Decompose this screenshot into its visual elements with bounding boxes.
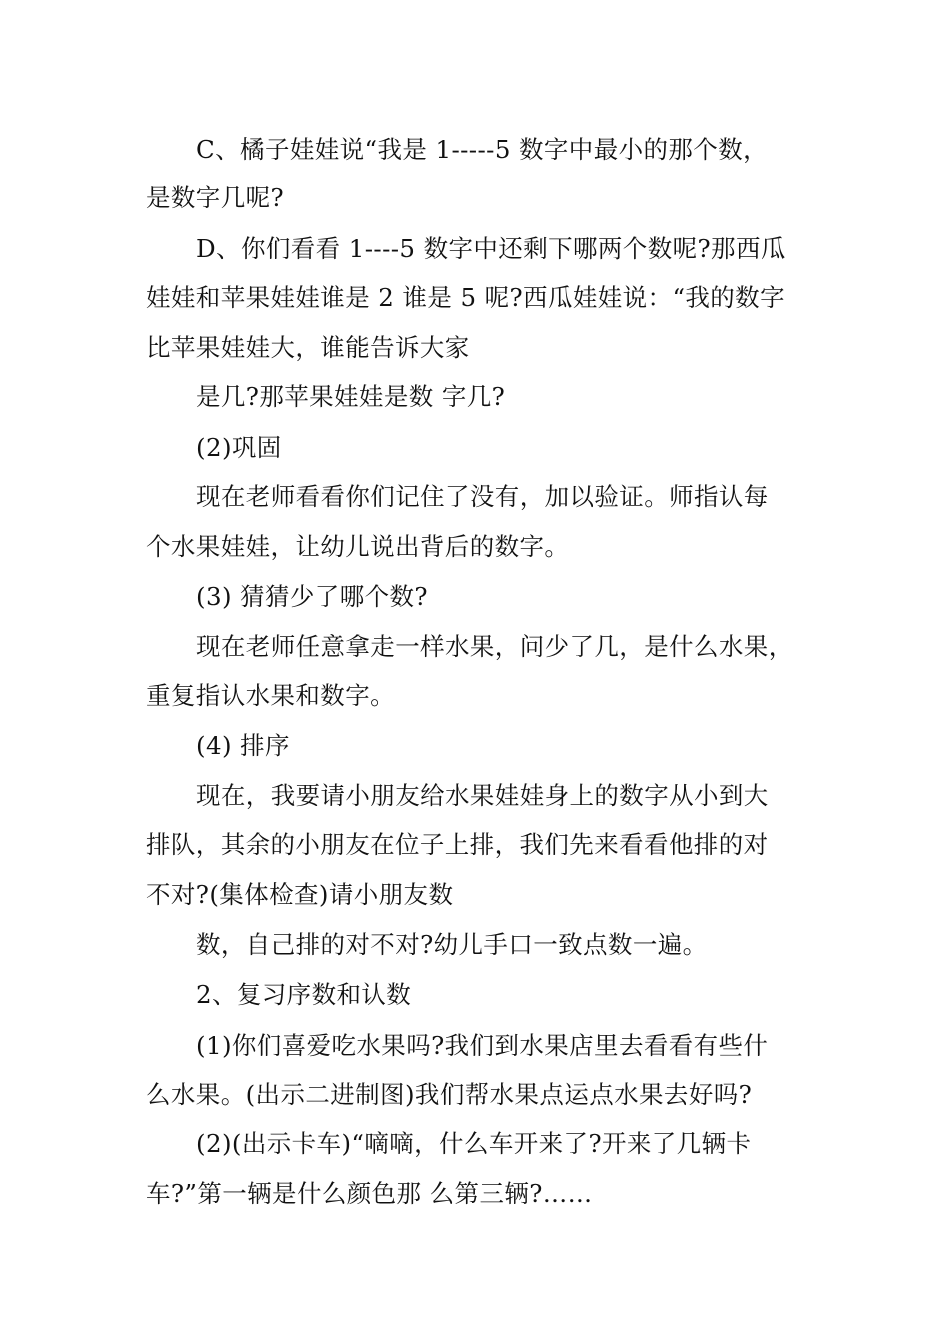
text-line: (2)(出示卡车)“嘀嘀，什么车开来了?开来了几辆卡 — [196, 1129, 752, 1158]
text-line: (4) 排序 — [196, 731, 290, 760]
text-line: 2、复习序数和认数 — [196, 980, 412, 1009]
text-line: 排队，其余的小朋友在位子上排，我们先来看看他排的对 — [146, 830, 769, 859]
text-line: (3) 猜猜少了哪个数? — [196, 582, 428, 611]
text-line: 重复指认水果和数字。 — [146, 681, 395, 710]
text-line: 现在老师任意拿走一样水果，问少了几，是什么水果， — [196, 632, 794, 661]
text-line: 是几?那苹果娃娃是数 字几? — [196, 382, 506, 411]
text-line: 不对?(集体检查)请小朋友数 — [146, 880, 454, 909]
text-line: 娃娃和苹果娃娃谁是 2 谁是 5 呢?西瓜娃娃说：“我的数字 — [146, 283, 785, 312]
text-line: (1)你们喜爱吃水果吗?我们到水果店里去看看有些什 — [196, 1031, 769, 1060]
text-line: 数，自己排的对不对?幼儿手口一致点数一遍。 — [196, 930, 708, 959]
text-line: 现在老师看看你们记住了没有，加以验证。师指认每 — [196, 482, 769, 511]
text-line: D、你们看看 1----5 数字中还剩下哪两个数呢?那西瓜 — [196, 234, 786, 263]
text-line: 个水果娃娃，让幼儿说出背后的数字。 — [146, 532, 570, 561]
text-line: C、橘子娃娃说“我是 1-----5 数字中最小的那个数， — [196, 135, 769, 164]
text-line: 是数字几呢? — [146, 183, 285, 212]
text-line: 比苹果娃娃大，谁能告诉大家 — [146, 333, 470, 362]
text-line: 车?”第一辆是什么颜色那 么第三辆?…… — [146, 1179, 593, 1208]
text-line: 么水果。(出示二进制图)我们帮水果点运点水果去好吗? — [146, 1080, 753, 1109]
text-line: (2)巩固 — [196, 433, 282, 462]
text-line: 现在，我要请小朋友给水果娃娃身上的数字从小到大 — [196, 781, 769, 810]
